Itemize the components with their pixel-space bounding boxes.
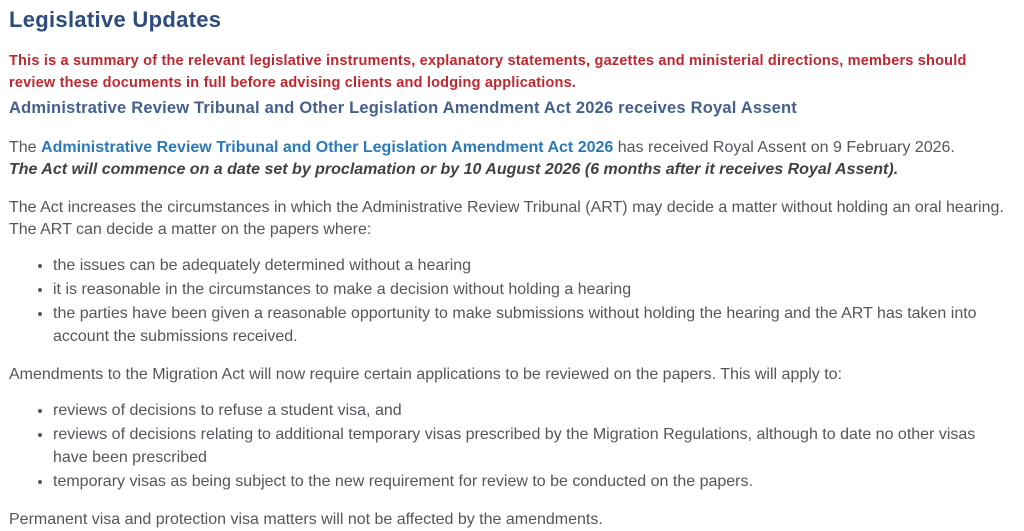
paragraph-migration-amendments: Amendments to the Migration Act will now require certain applications to be reviewed on the papers. This will apply to: — [9, 366, 843, 383]
migration-apply-list — [9, 399, 1012, 493]
intro-prefix: The — [9, 139, 42, 156]
commencement-line: The Act will commence on a date set by proclamation or by 10 August 2026 (6 months after it receives Royal Assent). — [9, 161, 899, 178]
paragraph-papers-decision: The Act increases the circumstances in which the Administrative Review Tribunal (ART) may decide a matter without holding an oral hearing. The ART can decide a matter on the papers where: — [9, 199, 1004, 238]
papers-conditions-list — [9, 254, 1012, 348]
page-title: Legislative Updates — [9, 7, 222, 32]
section-heading-royal-assent: Administrative Review Tribunal and Other Legislation Amendment Act 2026 receives Royal Assent — [9, 99, 797, 117]
warning-notice: This is a summary of the relevant legislative instruments, explanatory statements, gazettes and ministerial directions, members should review these documents in full before advising clients and lodging applications. — [9, 53, 967, 91]
act-link[interactable]: Administrative Review Tribunal and Other Legislation Amendment Act 2026 — [41, 139, 614, 156]
list-item: • reviews of decisions relating to additional temporary visas prescribed by the Migration Regulations, although to date no other visas have been prescribed — [53, 423, 1012, 469]
intro-block — [9, 137, 1012, 181]
list-item: • reviews of decisions to refuse a student visa, and — [53, 399, 1012, 422]
list-item: • temporary visas as being subject to the new requirement for review to be conducted on the papers. — [53, 470, 1012, 493]
intro-suffix: has received Royal Assent on 9 February 2026. — [613, 139, 955, 156]
royal-assent-line — [9, 137, 1012, 159]
list-item: • the parties have been given a reasonable opportunity to make submissions without holding the hearing and the ART has taken into account the submissions received. — [53, 302, 1012, 348]
list-item: • it is reasonable in the circumstances to make a decision without holding a hearing — [53, 278, 1012, 301]
list-item: • the issues can be adequately determined without a hearing — [53, 254, 1012, 277]
paragraph-permanent-visa: Permanent visa and protection visa matters will not be affected by the amendments. — [9, 511, 603, 528]
